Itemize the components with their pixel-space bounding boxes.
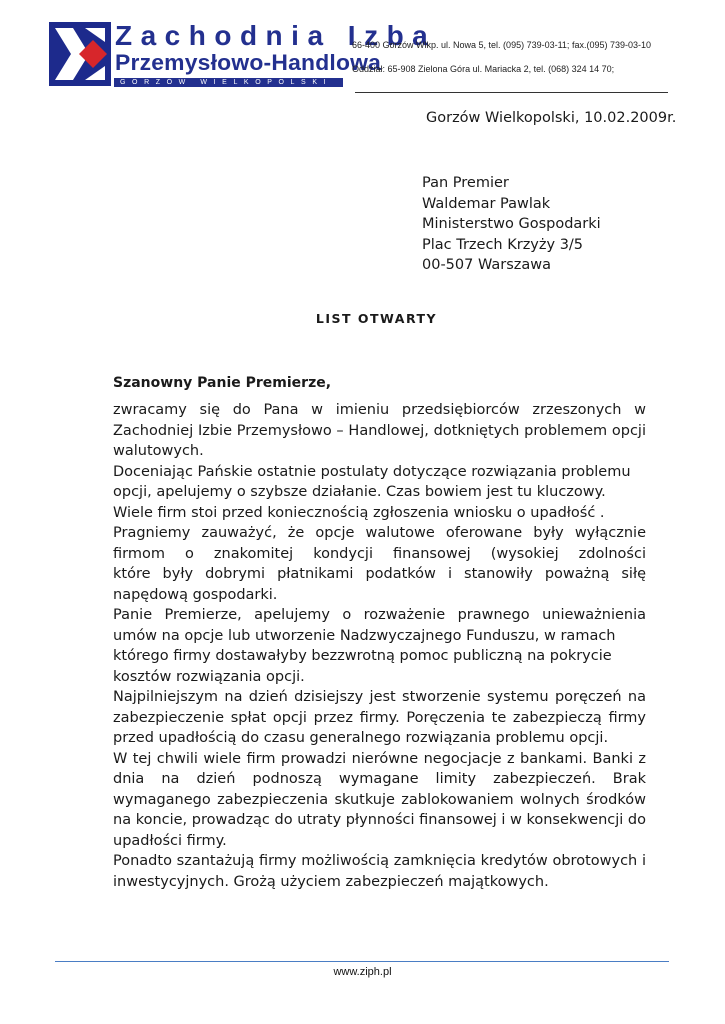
chamber-logo-icon [49,22,111,86]
address-branch-office: Oddział: 65-908 Zielona Góra ul. Mariacka 2, tel. (068) 324 14 70; [352,64,615,74]
body-line: Doceniając Pańskie ostatnie postulaty dotyczące rozwiązania problemu [113,463,631,480]
body-line: W tej chwili wiele firm prowadzi nierówne negocjacje z bankami. Banki z [113,750,646,767]
body-line: dnia na dzień podnoszą wymagane limity zabezpieczeń. Brak [113,771,646,787]
chamber-name-line1: Zachodnia Izba [115,20,437,51]
body-line: walutowych. [113,443,204,459]
recipient-address [422,173,601,276]
chamber-city-band: GORZÓW WIELKOPOLSKI [114,78,343,87]
body-line: kosztów rozwiązania opcji. [113,668,305,685]
body-line: inwestycyjnych. Grożą użyciem zabezpieczeń majątkowych. [113,873,549,890]
footer-divider [55,961,669,962]
letter-body [113,400,646,892]
body-line: firmom o znakomitej kondycji finansowej (wysokiej zdolności [113,545,646,562]
letter-date: Gorzów Wielkopolski, 10.02.2009r. [426,110,677,126]
body-line: napędową gospodarki. [113,586,278,603]
recipient-line: Plac Trzech Krzyży 3/5 [422,236,584,253]
salutation: Szanowny Panie Premierze, [113,375,332,391]
body-line: wymaganego zabezpieczenia skutkuje zablokowaniem wolnych środków [113,791,646,808]
recipient-line: Waldemar Pawlak [422,195,551,212]
footer-website: www.ziph.pl [333,966,392,978]
body-line: Ponadto szantażują firmy możliwością zamknięcia kredytów obrotowych i [113,853,646,869]
body-line: umów na opcje lub utworzenie Nadzwyczajnego Funduszu, w ramach [113,627,616,644]
address-head-office: 66-400 Gorzów Wlkp. ul. Nowa 5, tel. (095) 739-03-11; fax.(095) 739-03-10 [352,40,651,50]
body-line: Pragniemy zauważyć, że opcje walutowe oferowane były wyłącznie [113,525,646,541]
body-line: Wiele firm stoi przed koniecznością zgłoszenia wniosku o upadłość . [113,504,605,521]
body-line: na koncie, prowadząc do utraty płynności finansowej i w konsekwencji do [113,812,646,828]
body-line: opcji, apelujemy o szybsze działanie. Czas bowiem jest tu kluczowy. [113,484,606,500]
body-line: Najpilniejszym na dzień dzisiejszy jest stworzenie systemu poręczeń na [113,689,646,705]
body-line: przed upadłością do czasu generalnego rozwiązania problemu opcji. [113,730,609,746]
chamber-name-line2: Przemysłowo-Handlowa [115,50,382,75]
body-line: które były dobrymi płatnikami podatków i stanowiły poważną siłę [113,566,646,582]
body-line: Panie Premierze, apelujemy o rozważenie prawnego unieważnienia [113,607,646,623]
recipient-line: Pan Premier [422,175,509,191]
recipient-line: 00-507 Warszawa [422,257,552,273]
recipient-line: Ministerstwo Gospodarki [422,216,601,232]
body-line: Zachodniej Izbie Przemysłowo – Handlowej, dotkniętych problemem opcji [113,422,646,439]
body-line: zabezpieczenie spłat opcji przez firmy. Poręczenia te zabezpieczą firmy [113,709,646,726]
body-line: zwracamy się do Pana w imieniu przedsiębiorców zrzeszonych w [113,402,646,418]
letter-title: LIST OTWARTY [315,311,438,326]
body-line: upadłości firmy. [113,832,227,849]
header-divider [355,92,668,93]
body-line: którego firmy dostawałyby bezzwrotną pomoc publiczną na pokrycie [113,648,612,664]
